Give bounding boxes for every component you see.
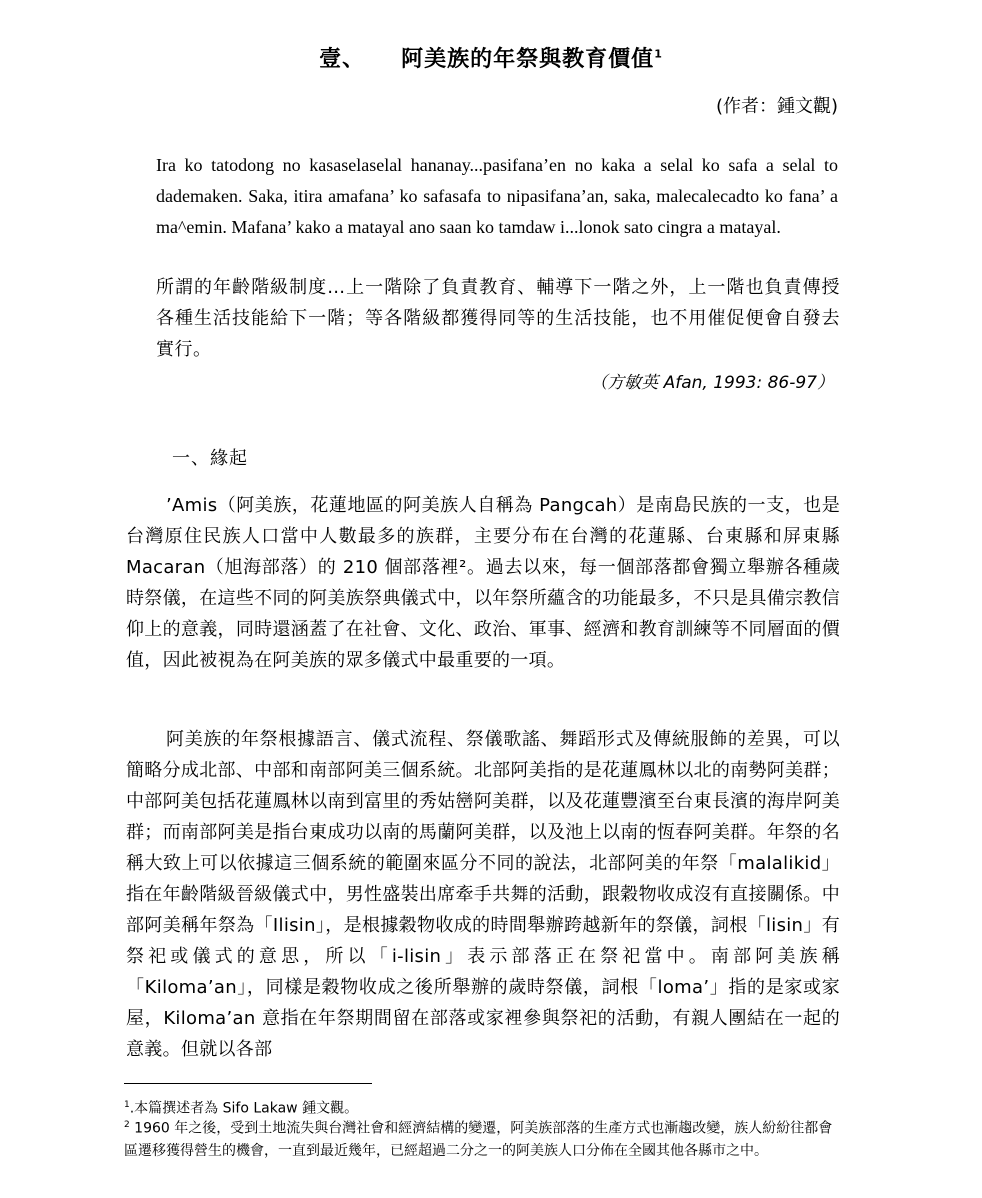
title-number: 壹、 (319, 47, 366, 72)
title-footnote-mark[interactable]: 1 (654, 47, 663, 61)
footnote-2-text: 1960 年之後，受到土地流失與台灣社會和經濟結構的變遷，阿美族部落的生產方式也漸趨改變，族人紛紛往都會區遷移獲得營生的機會，一直到最近幾年，已經超過二分之一的阿美族人口分佈在全國其他各縣市之中。 (124, 1120, 833, 1159)
title-text: 阿美族的年祭與教育價值 (401, 47, 655, 72)
footnote-2-mark: 2 (124, 1120, 130, 1130)
footnote-1-text: .本篇撰述者為 Sifo Lakaw 鍾文觀。 (129, 1100, 359, 1117)
section-heading: 一、緣起 (172, 448, 248, 469)
author-line: (作者：鍾文觀) (715, 96, 838, 117)
footnote-2 (124, 1114, 838, 1162)
epigraph-amis-text: Ira ko tatodong no kasaselaselal hananay...pasifana’en no kaka a selal ko safa a selal to dademaken. Saka, itira amafana’ ko safasafa to nipasifana’an, saka, malecalecadto ko fana’ a ma^emin. Mafana’ kako a matayal ano saan ko tamdaw i...lonok sato cingra a matayal. (156, 155, 838, 237)
footnote-separator (124, 1083, 372, 1084)
epigraph-chinese-text: 所謂的年齡階級制度…上一階除了負責教育、輔導下一階之外，上一階也負責傳授各種生活技能給下一階；等各階級都獲得同等的生活技能，也不用催促便會自發去實行。 (156, 277, 840, 360)
body-paragraph-2: 阿美族的年祭根據語言、儀式流程、祭儀歌謠、舞蹈形式及傳統服飾的差異，可以簡略分成北部、中部和南部阿美三個系統。北部阿美指的是花蓮鳳林以北的南勢阿美群；中部阿美包括花蓮鳳林以南到富里的秀姑巒阿美群，以及花蓮豐濱至台東長濱的海岸阿美群；而南部阿美是指台東成功以南的馬蘭阿美群，以及池上以南的恆春阿美群。年祭的名稱大致上可以依據這三個系統的範圍來區分不同的說法，北部阿美的年祭「malalikid」指在年齡階級晉級儀式中，男性盛裝出席牽手共舞的活動，跟穀物收成沒有直接關係。中部阿美稱年祭為「Ilisin」，是根據穀物收成的時間舉辦跨越新年的祭儀，詞根「lisin」有祭祀或儀式的意思，所以「i-lisin」表示部落正在祭祀當中。南部阿美族稱「Kiloma’an」，同樣是穀物收成之後所舉辦的歲時祭儀，詞根「loma’」指的是家或家屋，Kiloma’an 意指在年祭期間留在部落或家裡參與祭祀的活動，有親人團結在一起的意義。但就以各部 (126, 729, 840, 1060)
epigraph-citation: （方敏英 Afan, 1993: 86-97） (590, 373, 834, 393)
article-title (0, 42, 982, 73)
footnote-1-mark: 1 (124, 1100, 130, 1110)
body-paragraph-1: ’Amis（阿美族，花蓮地區的阿美族人自稱為 Pangcah）是南島民族的一支，也是台灣原住民族人口當中人數最多的族群，主要分布在台灣的花蓮縣、台東縣和屏東縣 Macaran（旭海部落）的 210 個部落裡²。過去以來，每一個部落都會獨立舉辦各種歲時祭儀，在這些不同的阿美族祭典儀式中，以年祭所蘊含的功能最多，不只是具備宗教信仰上的意義，同時還涵蓋了在社會、文化、政治、軍事、經濟和教育訓練等不同層面的價值，因此被視為在阿美族的眾多儀式中最重要的一項。 (126, 495, 840, 671)
